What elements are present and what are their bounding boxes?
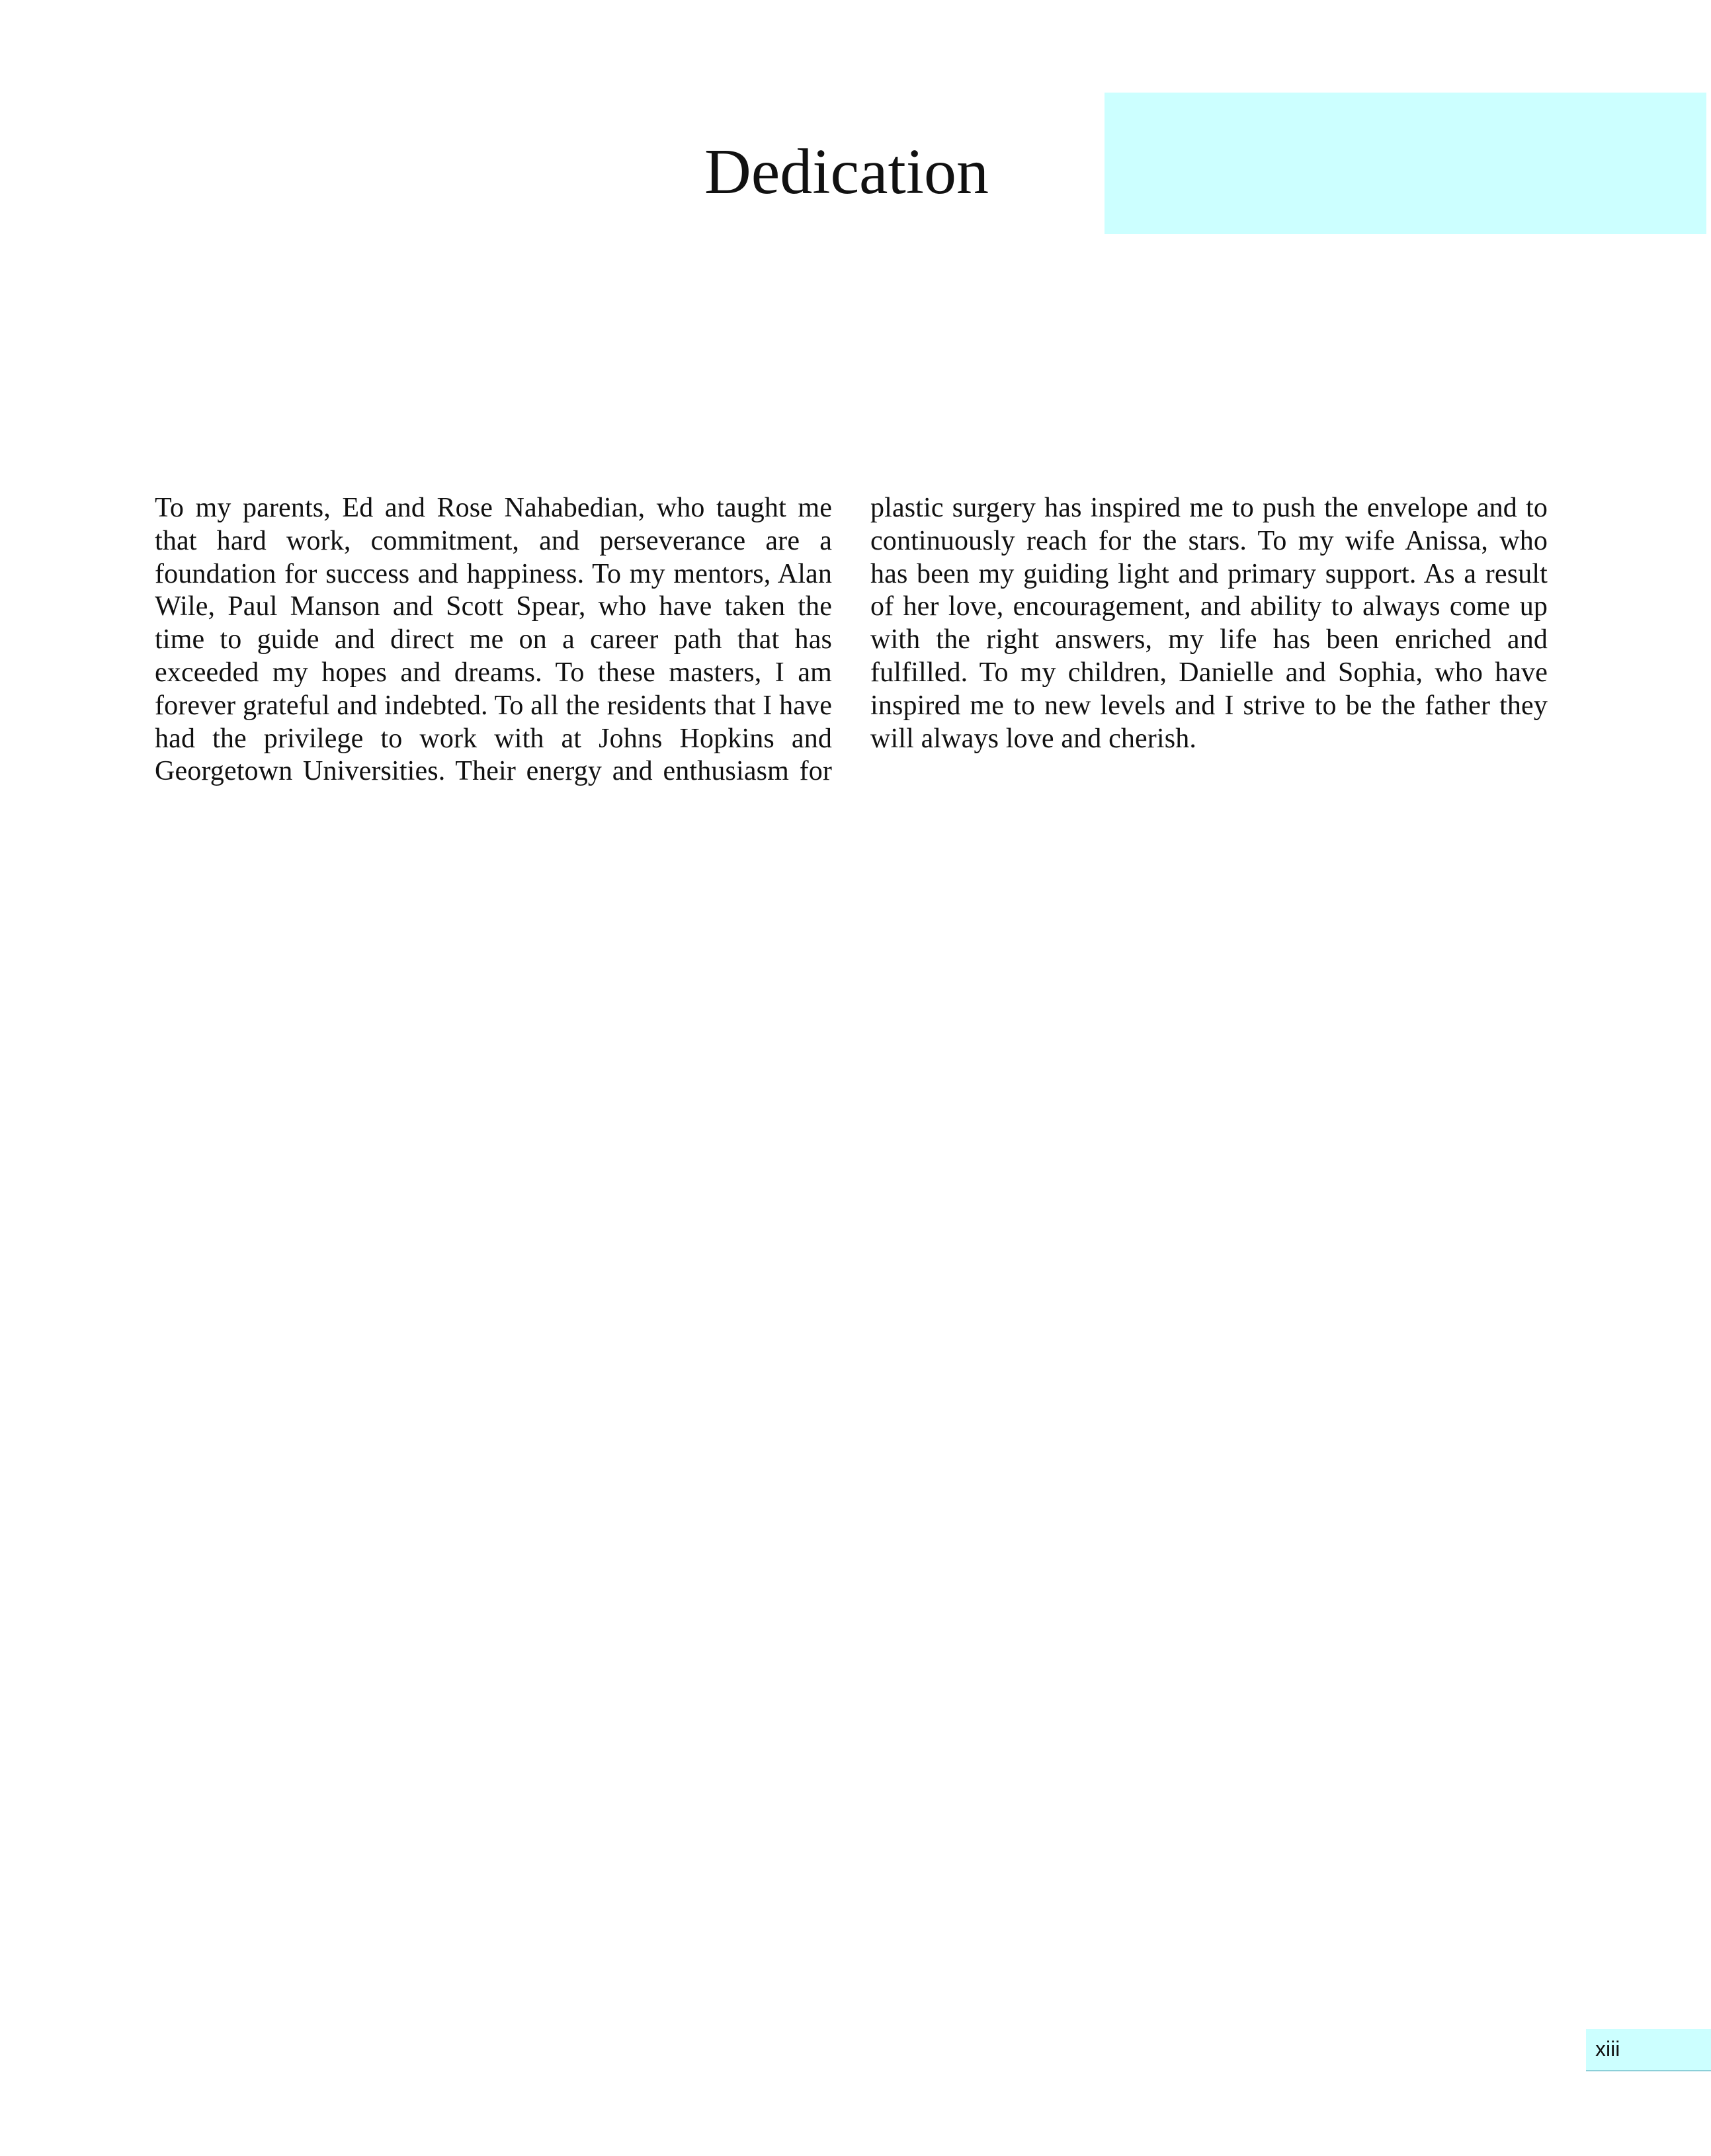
page-title: Dedication [704, 136, 989, 208]
title-accent-tab [1105, 93, 1706, 234]
page-number: xiii [1595, 2037, 1620, 2061]
dedication-text: To my parents, Ed and Rose Nahabedian, who taught me that hard work, commitment, and perseverance are a foundation for success and happiness. To my mentors, Alan Wile, Paul Manson and Scott Spear, who have taken the time to guide and direct me on a career path that has exceeded my hopes and dreams. To these masters, I am forever grateful and indebted. To all the residents that I have had the privilege to work with at Johns Hopkins and Georgetown Universities. Their energy and enthusiasm for plastic surgery has inspired me to push the envelope and to continuously reach for the stars. To my wife Anissa, who has been my guiding light and primary support. As a result of her love, encouragement, and ability to always come up with the right answers, my life has been enriched and fulfilled. To my children, Danielle and Sophia, who have inspired me to new levels and I strive to be the father they will always love and cherish. [155, 493, 1548, 787]
page-number-tab [1586, 2029, 1711, 2071]
